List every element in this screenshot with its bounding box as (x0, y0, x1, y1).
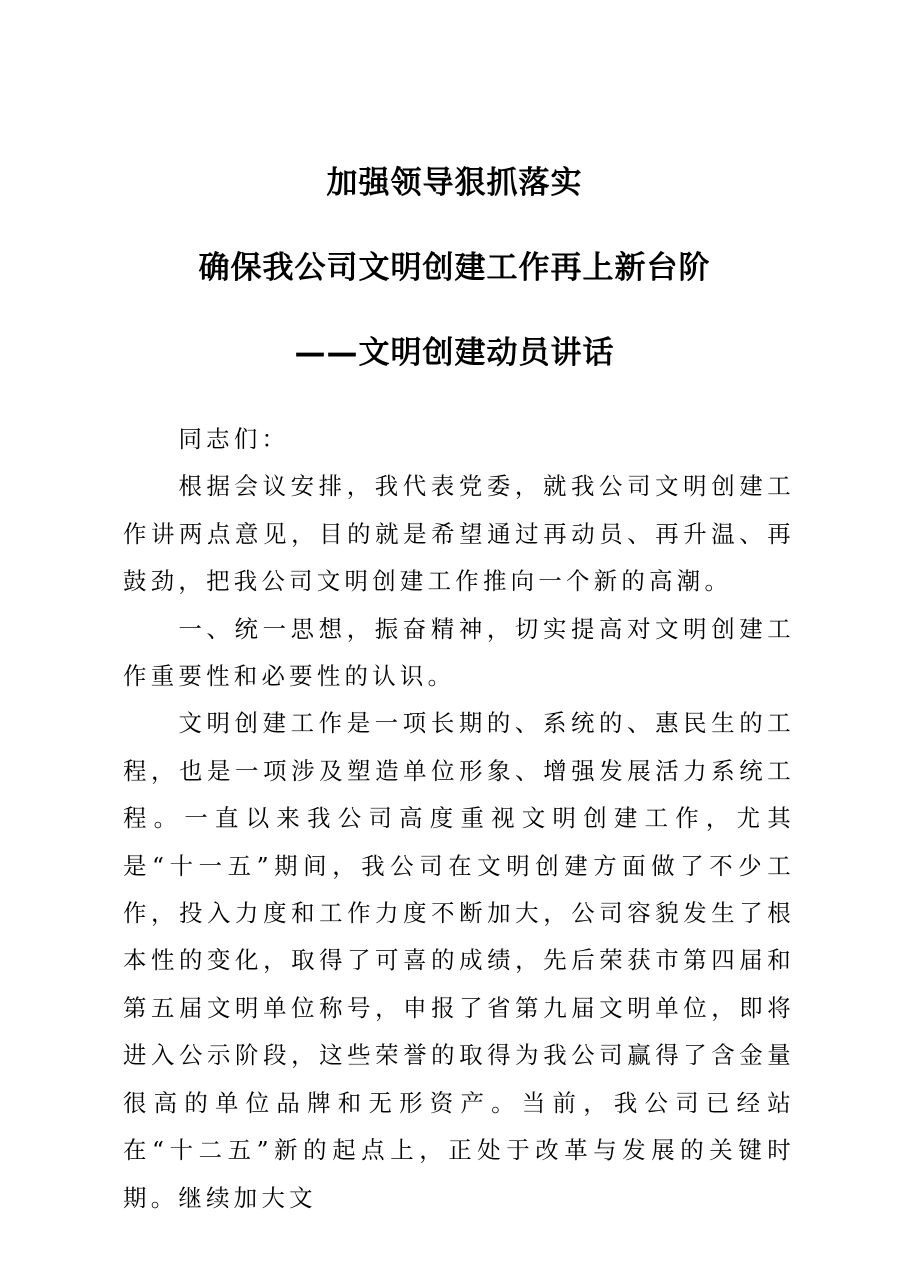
greeting: 同志们： (178, 425, 290, 453)
paragraph-section-one-heading: 一、统一思想，振奋精神，切实提高对文明创建工作重要性和必要性的认识。 (123, 614, 795, 691)
document-subtitle: 确保我公司文明创建工作再上新台阶 (198, 250, 711, 286)
document-title: 加强领导狠抓落实 (326, 165, 583, 201)
document-body (123, 416, 795, 1222)
paragraph-intro: 根据会议安排，我代表党委，就我公司文明创建工作讲两点意见，目的就是希望通过再动员、再升温、再鼓劲，把我公司文明创建工作推向一个新的高潮。 (123, 472, 795, 596)
paragraph-section-one-body: 文明创建工作是一项长期的、系统的、惠民生的工程，也是一项涉及塑造单位形象、增强发展活力系统工程。一直以来我公司高度重视文明创建工作，尤其是“十一五”期间，我公司在文明创建方面做了不少工作，投入力度和工作力度不断加大，公司容貌发生了根本性的变化，取得了可喜的成绩，先后荣获市第四届和第五届文明单位称号，申报了省第九届文明单位，即将进入公示阶段，这些荣誉的取得为我公司赢得了含金量很高的单位品牌和无形资产。当前，我公司已经站在“十二五”新的起点上，正处于改革与发展的关键时期。继续加大文 (123, 709, 795, 1212)
document-speech-label: ——文明创建动员讲话 (294, 335, 615, 371)
